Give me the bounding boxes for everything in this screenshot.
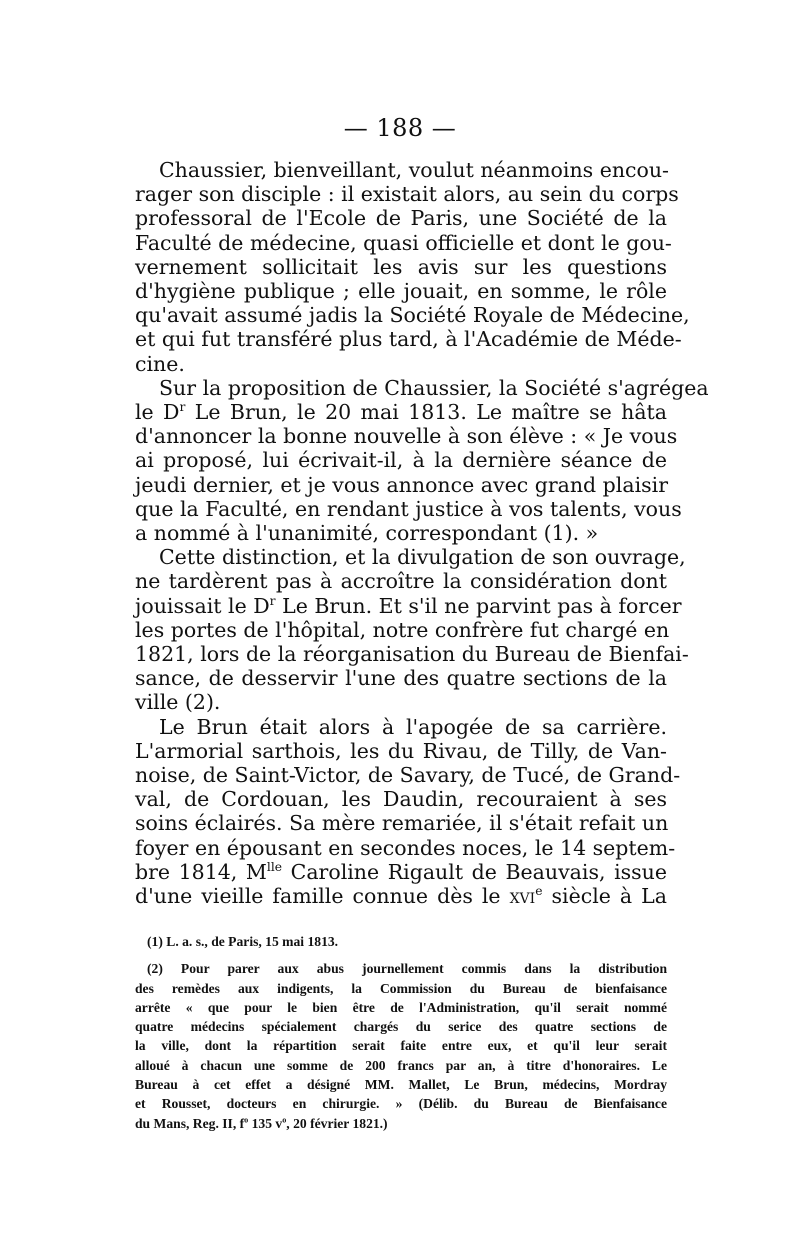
footnote-line — [135, 1114, 667, 1133]
text-line: L'armorial sarthois, les du Rivau, de Tilly, de Van- — [135, 738, 667, 763]
text-line: Faculté de médecine, quasi officielle et dont le gou- — [135, 230, 672, 255]
footnote-line: Bureau à cet effet a désigné MM. Mallet, Le Brun, médecins, Mordray — [135, 1077, 667, 1093]
text-line: rager son disciple : il existait alors, au sein du corps — [135, 182, 679, 207]
paragraph-3 — [135, 545, 689, 715]
text-fragment: siècle à La — [542, 884, 667, 909]
text-fragment: Caroline Rigault de Beauvais, issue — [282, 859, 668, 884]
text-line — [135, 884, 667, 908]
text-line: jeudi dernier, et je vous annonce avec grand plaisir — [135, 472, 669, 497]
text-line: 1821, lors de la réorganisation du Bureau de Bienfai- — [135, 642, 689, 667]
text-line: cine. — [135, 351, 185, 376]
footnote-2 — [135, 959, 667, 1133]
text-line: foyer en épousant en secondes noces, le 14 septem- — [135, 835, 676, 860]
text-line: les portes de l'hôpital, notre confrère fut chargé en — [135, 617, 670, 642]
footnote-1: (1) L. a. s., de Paris, 15 mai 1813. — [147, 934, 339, 949]
footnote-line: arrête « que pour le bien être de l'Administration, qu'il serait nommé — [135, 999, 667, 1015]
text-line: professoral de l'Ecole de Paris, une Société de la — [135, 206, 667, 231]
text-line — [135, 400, 667, 424]
text-line: a nommé à l'unanimité, correspondant (1). » — [135, 521, 599, 546]
superscript: o — [244, 1115, 249, 1125]
text-line: d'hygiène publique ; elle jouait, en somme, le rôle — [135, 279, 667, 304]
text-line: d'annoncer la bonne nouvelle à son élève : « Je vous — [135, 424, 678, 449]
superscript: r — [179, 400, 186, 415]
paragraph-4 — [135, 714, 681, 909]
text-line — [135, 593, 682, 618]
text-line: val, de Cordouan, les Daudin, recouraient à ses — [135, 787, 667, 812]
text-line: Chaussier, bienveillant, voulut néanmoins encou- — [159, 158, 669, 182]
century-numeral: xvi — [509, 884, 536, 909]
text-line: qu'avait assumé jadis la Société Royale de Médecine, — [135, 303, 690, 328]
text-fragment: du Mans, Reg. II, f — [135, 1115, 245, 1131]
paragraph-1 — [135, 158, 690, 376]
text-fragment: Le Brun. Et s'il ne parvint pas à forcer — [275, 593, 682, 618]
text-line: sance, de desservir l'une des quatre sections de la — [135, 666, 667, 691]
text-fragment: le D — [135, 400, 180, 425]
superscript: lle — [266, 860, 283, 875]
page-number: — 188 — — [343, 114, 457, 142]
text-fragment: jouissait le D — [135, 593, 270, 618]
text-line: ai proposé, lui écrivait-il, à la dernière séance de — [135, 448, 667, 473]
text-line: vernement sollicitait les avis sur les questions — [135, 254, 667, 279]
text-line: Sur la proposition de Chaussier, la Société s'agrégea — [159, 375, 709, 400]
superscript: r — [269, 593, 276, 608]
text-line — [135, 860, 667, 884]
superscript: o — [282, 1115, 287, 1125]
footnote-line: (2) Pour parer aux abus journellement commis dans la distribution — [147, 961, 667, 977]
footnote-line: alloué à chacun une somme de 200 francs par an, à titre d'honoraires. Le — [135, 1057, 667, 1073]
footnotes — [135, 932, 667, 1133]
footnote-gap — [135, 951, 667, 959]
footnote-line: quatre médecins spécialement chargés du serice des quatre sections de — [135, 1019, 667, 1035]
footnote-line: la ville, dont la répartition serait faite entre eux, et qu'il leur serait — [135, 1038, 667, 1054]
text-line: ne tardèrent pas à accroître la considération dont — [135, 569, 667, 594]
footnote-line: et Rousset, docteurs en chirurgie. » (Délib. du Bureau de Bienfaisance — [135, 1096, 667, 1112]
text-fragment: bre 1814, M — [135, 859, 267, 884]
text-fragment: , 20 février 1821.) — [286, 1115, 388, 1131]
text-fragment: 135 v — [248, 1115, 283, 1131]
text-line: ville (2). — [135, 690, 221, 715]
text-line: Cette distinction, et la divulgation de son ouvrage, — [159, 545, 686, 570]
text-fragment: d'une vieille famille connue dès le — [135, 884, 510, 909]
text-line: que la Faculté, en rendant justice à vos talents, vous — [135, 496, 682, 521]
text-line: noise, de Saint-Victor, de Savary, de Tucé, de Grand- — [135, 763, 681, 788]
superscript: e — [535, 884, 543, 899]
paragraph-2 — [135, 375, 709, 546]
text-fragment: Le Brun, le 20 mai 1813. Le maître se hâta — [185, 400, 667, 425]
footnote-line: des remèdes aux indigents, la Commission du Bureau de bienfaisance — [135, 980, 667, 996]
text-line: et qui fut transféré plus tard, à l'Académie de Méde- — [135, 327, 682, 352]
body-text — [135, 158, 709, 909]
text-line: soins éclairés. Sa mère remariée, il s'était refait un — [135, 811, 669, 836]
text-line: Le Brun était alors à l'apogée de sa carrière. — [159, 714, 667, 739]
